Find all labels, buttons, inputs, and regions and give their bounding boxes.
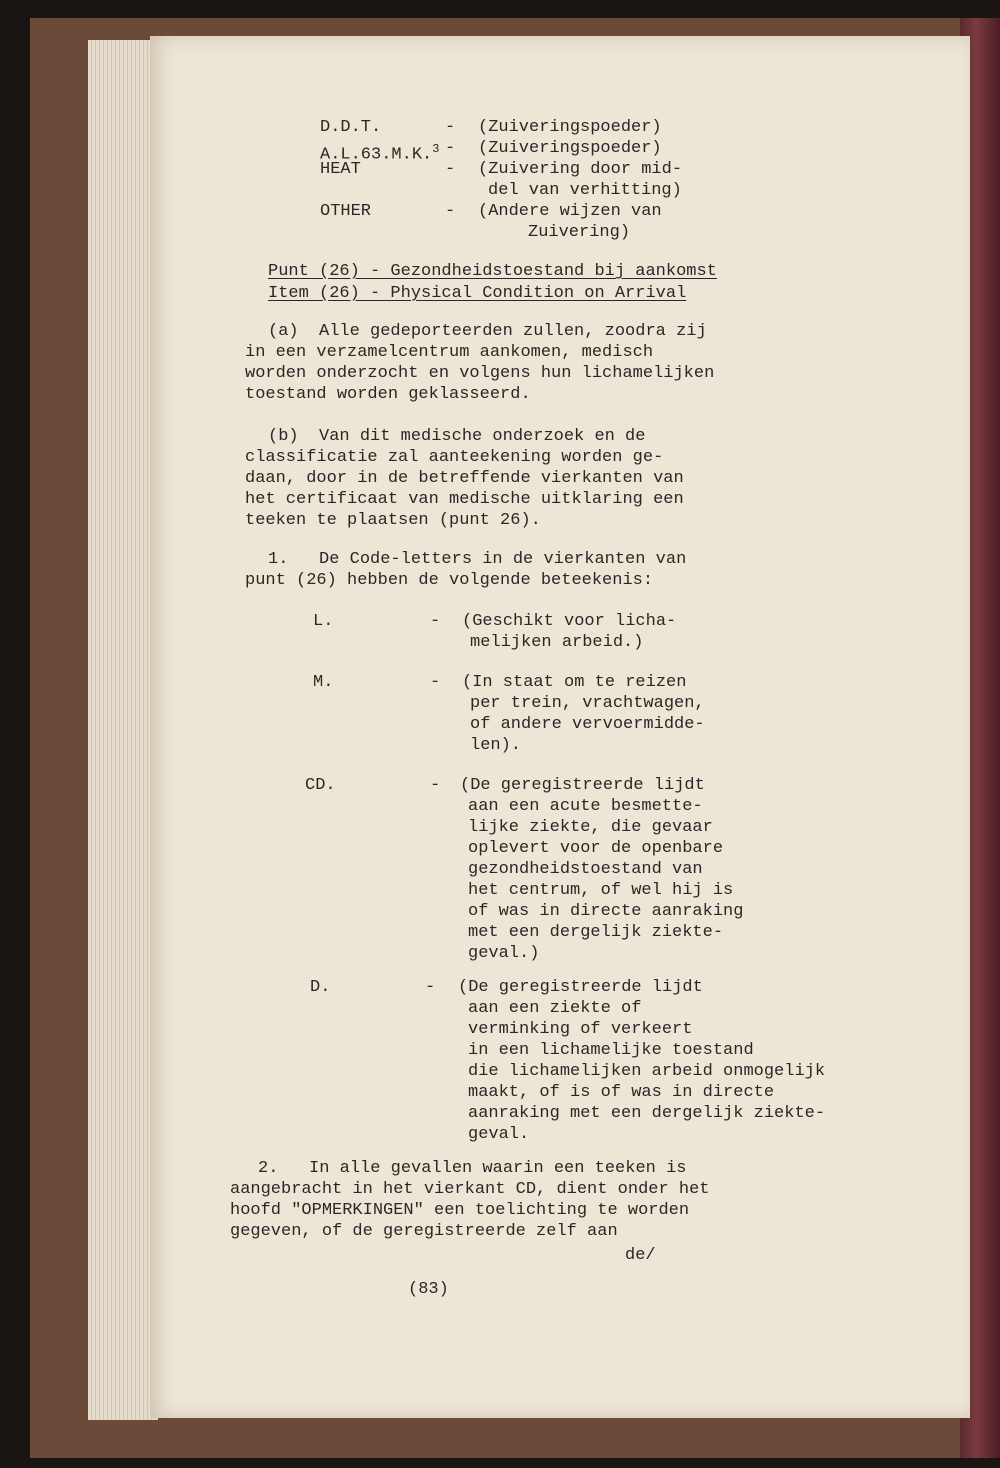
code-d-desc: verminking of verkeert	[468, 1020, 693, 1039]
code-cd-desc: of was in directe aanraking	[468, 902, 744, 921]
code-cd-desc: lijke ziekte, die gevaar	[468, 818, 713, 837]
section-heading-english: Item (26) - Physical Condition on Arrival	[268, 284, 687, 303]
para-a-line: toestand worden geklasseerd.	[245, 385, 531, 404]
code-cd-desc: het centrum, of wel hij is	[468, 881, 734, 900]
code-cd-desc: aan een acute besmette-	[468, 797, 703, 816]
code-d-desc: maakt, of is of was in directe	[468, 1083, 775, 1102]
para-1-line: 1. De Code-letters in de vierkanten van	[268, 550, 687, 569]
code-cd-desc: gezondheidstoestand van	[468, 860, 703, 879]
code-m-desc: (In staat om te reizen	[462, 673, 687, 692]
para-1-line: punt (26) hebben de volgende beteekenis:	[245, 571, 654, 590]
code-cd-desc: (De geregistreerde lijdt	[460, 776, 705, 795]
para-b-line: teeken te plaatsen (punt 26).	[245, 511, 541, 530]
code-heat-desc-2: del van verhitting)	[488, 181, 682, 200]
code-m-desc: len).	[470, 736, 522, 755]
code-l-dash: -	[430, 612, 441, 631]
section-heading-dutch: Punt (26) - Gezondheidstoestand bij aankomst	[268, 262, 717, 281]
code-al63mk-dash: -	[445, 139, 456, 158]
code-d-desc: geval.	[468, 1125, 530, 1144]
code-m-desc: of andere vervoermidde-	[470, 715, 705, 734]
code-d: D.	[310, 978, 331, 997]
code-al63mk: A.L.63.M.K.$^3$	[320, 142, 440, 165]
para-a-line: worden onderzocht en volgens hun lichamelijken	[245, 364, 715, 383]
para-2-line: aangebracht in het vierkant CD, dient onder het	[230, 1180, 710, 1199]
para-b-line: daan, door in de betreffende vierkanten van	[245, 469, 684, 488]
code-d-desc: in een lichamelijke toestand	[468, 1041, 754, 1060]
code-heat: HEAT	[320, 160, 361, 179]
code-l-desc: melijken arbeid.)	[470, 633, 644, 652]
code-cd-dash: -	[430, 776, 441, 795]
code-cd-desc: geval.)	[468, 944, 540, 963]
code-d-desc: aan een ziekte of	[468, 999, 642, 1018]
code-cd: CD.	[305, 776, 336, 795]
code-d-desc: die lichamelijken arbeid onmogelijk	[468, 1062, 826, 1081]
para-b-line: het certificaat van medische uitklaring een	[245, 490, 684, 509]
code-cd-desc: oplevert voor de openbare	[468, 839, 724, 858]
code-cd-desc: met een dergelijk ziekte-	[468, 923, 724, 942]
code-d-desc: (De geregistreerde lijdt	[458, 978, 703, 997]
para-b-line: (b) Van dit medische onderzoek en de	[268, 427, 646, 446]
code-other: OTHER	[320, 202, 372, 221]
catchword: de/	[625, 1246, 656, 1265]
code-heat-dash: -	[445, 160, 456, 179]
code-other-dash: -	[445, 202, 456, 221]
code-other-desc-2: Zuivering)	[528, 223, 631, 242]
document-page	[150, 36, 970, 1418]
code-al63mk-desc: (Zuiveringspoeder)	[478, 139, 662, 158]
code-l: L.	[313, 612, 334, 631]
para-a-line: (a) Alle gedeporteerden zullen, zoodra zij	[268, 322, 707, 341]
code-d-desc: aanraking met een dergelijk ziekte-	[468, 1104, 826, 1123]
para-2-line: 2. In alle gevallen waarin een teeken is	[258, 1159, 687, 1178]
code-other-desc-1: (Andere wijzen van	[478, 202, 662, 221]
para-2-line: gegeven, of de geregistreerde zelf aan	[230, 1222, 618, 1241]
code-m: M.	[313, 673, 334, 692]
code-ddt-dash: -	[445, 118, 456, 137]
para-a-line: in een verzamelcentrum aankomen, medisch	[245, 343, 654, 362]
code-m-dash: -	[430, 673, 441, 692]
code-ddt: D.D.T.	[320, 118, 382, 137]
code-heat-desc-1: (Zuivering door mid-	[478, 160, 683, 179]
code-m-desc: per trein, vrachtwagen,	[470, 694, 705, 713]
para-2-line: hoofd "OPMERKINGEN" een toelichting te worden	[230, 1201, 690, 1220]
para-b-line: classificatie zal aanteekening worden ge-	[245, 448, 664, 467]
code-ddt-desc: (Zuiveringspoeder)	[478, 118, 662, 137]
code-l-desc: (Geschikt voor licha-	[462, 612, 677, 631]
page-stack-edge	[88, 40, 158, 1420]
code-d-dash: -	[425, 978, 436, 997]
page-number: (83)	[408, 1280, 449, 1299]
